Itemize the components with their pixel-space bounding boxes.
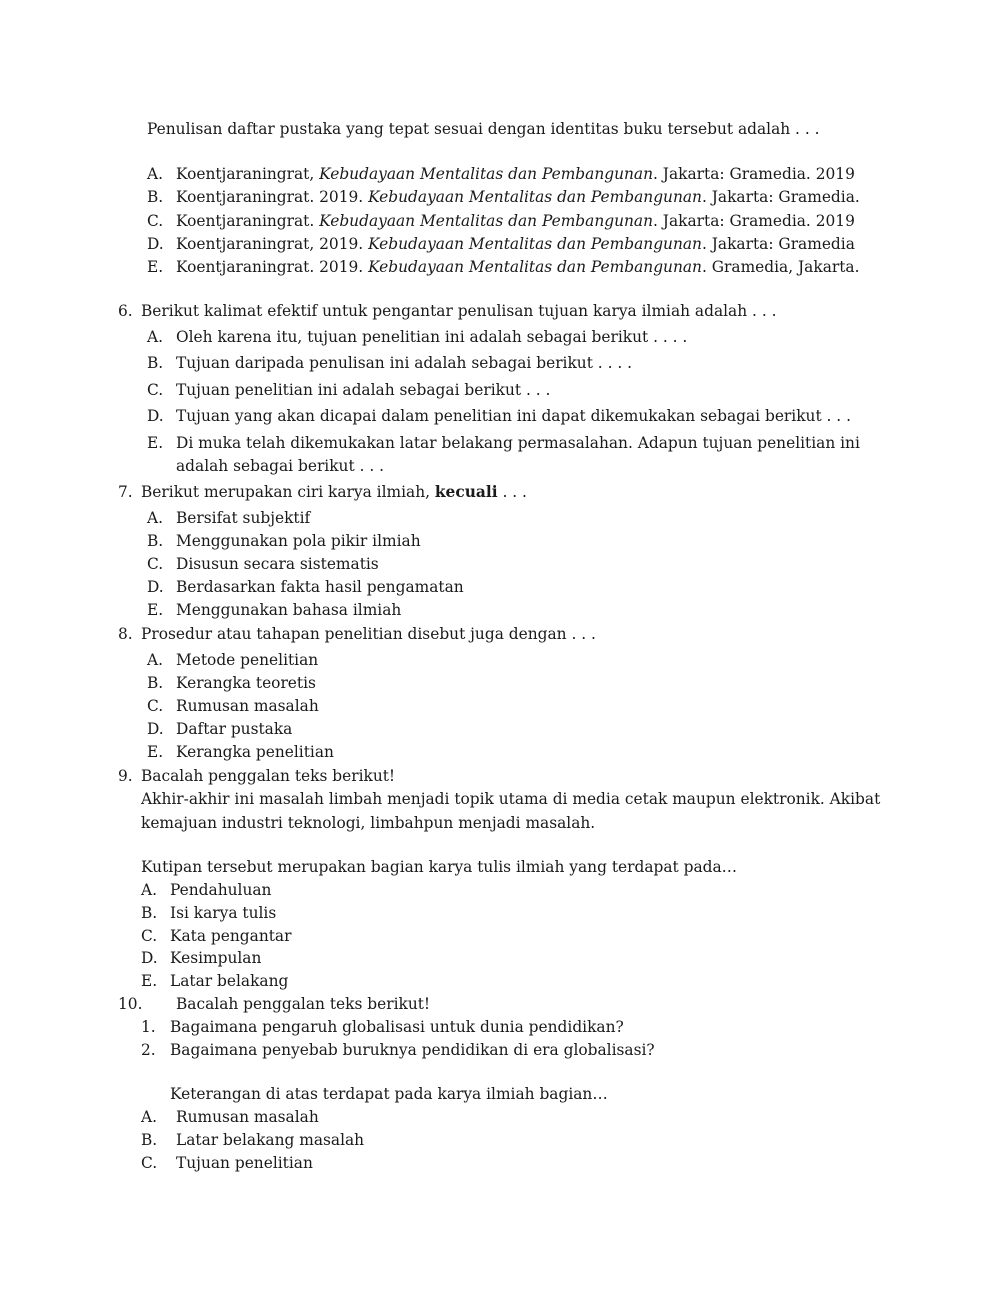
q7-stem: Berikut merupakan ciri karya ilmiah, kecuali . . . — [141, 483, 527, 501]
q10-option-b: Latar belakang masalah — [176, 1131, 365, 1149]
q5-option-c-letter: C. — [147, 212, 164, 230]
q8-option-d: Daftar pustaka — [176, 720, 293, 738]
q5-option-c: Koentjaraningrat. Kebudayaan Mentalitas dan Pembangunan. Jakarta: Gramedia. 2019 — [176, 212, 855, 230]
q10-stem: Bacalah penggalan teks berikut! — [176, 995, 431, 1013]
q5-option-a-letter: A. — [147, 165, 164, 183]
q10-option-c: Tujuan penelitian — [176, 1154, 313, 1172]
q10-option-c-letter: C. — [141, 1154, 158, 1172]
q7-number: 7. — [118, 483, 133, 501]
q7-option-b-letter: B. — [147, 532, 164, 550]
q6-option-a-letter: A. — [147, 328, 164, 346]
q10-option-a: Rumusan masalah — [176, 1108, 319, 1126]
q9-option-c-letter: C. — [141, 927, 158, 945]
q5-option-d: Koentjaraningrat, 2019. Kebudayaan Mentalitas dan Pembangunan. Jakarta: Gramedia — [176, 235, 855, 253]
q9-question: Kutipan tersebut merupakan bagian karya tulis ilmiah yang terdapat pada… — [141, 858, 738, 876]
q9-option-b-letter: B. — [141, 904, 158, 922]
q9-option-b: Isi karya tulis — [170, 904, 277, 922]
q10-option-a-letter: A. — [141, 1108, 158, 1126]
q6-option-e: Di muka telah dikemukakan latar belakang permasalahan. Adapun tujuan penelitian ini — [176, 434, 860, 452]
q6-option-d-letter: D. — [147, 407, 164, 425]
q8-option-c-letter: C. — [147, 697, 164, 715]
q6-option-c: Tujuan penelitian ini adalah sebagai berikut . . . — [176, 381, 551, 399]
q6-option-b-letter: B. — [147, 354, 164, 372]
q5-stem: Penulisan daftar pustaka yang tepat sesuai dengan identitas buku tersebut adalah . . . — [147, 120, 820, 138]
q8-option-e: Kerangka penelitian — [176, 743, 334, 761]
q7-option-d: Berdasarkan fakta hasil pengamatan — [176, 578, 464, 596]
q9-option-a-letter: A. — [141, 881, 158, 899]
q6-option-e-continued: adalah sebagai berikut . . . — [176, 457, 384, 475]
q9-option-d: Kesimpulan — [170, 949, 262, 967]
q8-option-b-letter: B. — [147, 674, 164, 692]
q8-option-b: Kerangka teoretis — [176, 674, 316, 692]
q10-item-1-number: 1. — [141, 1018, 156, 1036]
q7-option-b: Menggunakan pola pikir ilmiah — [176, 532, 421, 550]
q10-option-b-letter: B. — [141, 1131, 158, 1149]
q7-option-c-letter: C. — [147, 555, 164, 573]
q5-option-d-letter: D. — [147, 235, 164, 253]
q5-option-e-letter: E. — [147, 258, 164, 276]
q8-option-a-letter: A. — [147, 651, 164, 669]
q7-option-e-letter: E. — [147, 601, 164, 619]
q10-item-1: Bagaimana pengaruh globalisasi untuk dunia pendidikan? — [170, 1018, 624, 1036]
q6-option-c-letter: C. — [147, 381, 164, 399]
q10-item-2-number: 2. — [141, 1041, 156, 1059]
q7-option-a: Bersifat subjektif — [176, 509, 311, 527]
q6-option-a: Oleh karena itu, tujuan penelitian ini adalah sebagai berikut . . . . — [176, 328, 688, 346]
q6-option-b: Tujuan daripada penulisan ini adalah sebagai berikut . . . . — [176, 354, 633, 372]
q5-option-a: Koentjaraningrat, Kebudayaan Mentalitas dan Pembangunan. Jakarta: Gramedia. 2019 — [176, 165, 855, 183]
q9-option-c: Kata pengantar — [170, 927, 292, 945]
q7-option-d-letter: D. — [147, 578, 164, 596]
q6-number: 6. — [118, 302, 133, 320]
q9-option-e: Latar belakang — [170, 972, 289, 990]
q10-question: Keterangan di atas terdapat pada karya ilmiah bagian… — [170, 1085, 608, 1103]
q6-option-e-letter: E. — [147, 434, 164, 452]
q9-number: 9. — [118, 767, 133, 785]
q5-option-b: Koentjaraningrat. 2019. Kebudayaan Mentalitas dan Pembangunan. Jakarta: Gramedia. — [176, 188, 860, 206]
q8-option-c: Rumusan masalah — [176, 697, 319, 715]
q8-option-a: Metode penelitian — [176, 651, 319, 669]
q6-stem: Berikut kalimat efektif untuk pengantar penulisan tujuan karya ilmiah adalah . . . — [141, 302, 777, 320]
q5-option-e: Koentjaraningrat. 2019. Kebudayaan Mentalitas dan Pembangunan. Gramedia, Jakarta. — [176, 258, 860, 276]
q9-stem: Bacalah penggalan teks berikut! — [141, 767, 396, 785]
q9-option-a: Pendahuluan — [170, 881, 272, 899]
q9-option-d-letter: D. — [141, 949, 158, 967]
q7-option-e: Menggunakan bahasa ilmiah — [176, 601, 402, 619]
q8-option-d-letter: D. — [147, 720, 164, 738]
q9-passage-line-2: kemajuan industri teknologi, limbahpun menjadi masalah. — [141, 814, 596, 832]
q6-option-d: Tujuan yang akan dicapai dalam penelitian ini dapat dikemukakan sebagai berikut . . . — [176, 407, 851, 425]
q10-item-2: Bagaimana penyebab buruknya pendidikan di era globalisasi? — [170, 1041, 655, 1059]
q8-option-e-letter: E. — [147, 743, 164, 761]
q9-option-e-letter: E. — [141, 972, 158, 990]
q5-option-b-letter: B. — [147, 188, 164, 206]
q10-number: 10. — [118, 995, 143, 1013]
q7-option-c: Disusun secara sistematis — [176, 555, 379, 573]
q7-option-a-letter: A. — [147, 509, 164, 527]
q9-passage-line-1: Akhir-akhir ini masalah limbah menjadi topik utama di media cetak maupun elektronik. Akibat — [141, 790, 881, 808]
q8-number: 8. — [118, 625, 133, 643]
q8-stem: Prosedur atau tahapan penelitian disebut juga dengan . . . — [141, 625, 596, 643]
